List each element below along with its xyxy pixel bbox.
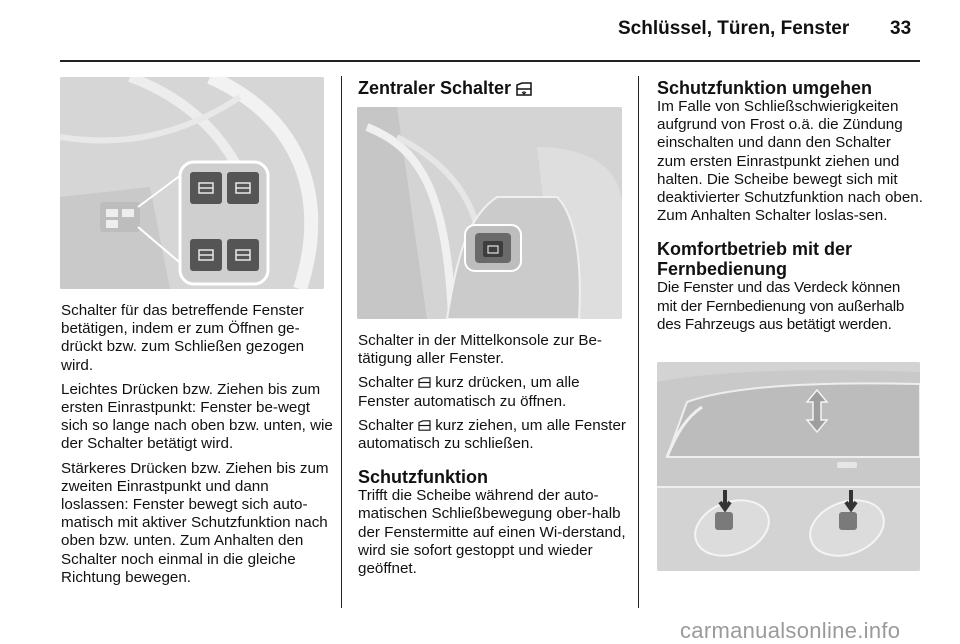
page-header-title: Schlüssel, Türen, Fenster <box>618 18 850 39</box>
paragraph-comfort-remote: Die Fenster und das Verdeck können mit der Fernbedienung von außerhalb des Fahrzeugs aus betätigt werden. <box>657 279 905 333</box>
header-divider <box>60 60 920 62</box>
window-switch-icon <box>418 420 431 431</box>
paragraph-open-all <box>358 374 630 410</box>
column-2-text <box>358 332 630 578</box>
paragraph-window-switch-usage: Schalter für das betreffende Fenster betätigen, indem er zum Öffnen ge-drückt bzw. zum Schließen gezogen wird. <box>61 302 305 374</box>
paragraph-first-detent: Leichtes Drücken bzw. Ziehen bis zum ersten Einrastpunkt: Fenster be-wegt sich so lange nach oben bzw. unten, wie der Schalter betätigt wird. <box>61 380 333 453</box>
open-all-prefix: Schalter <box>358 374 414 392</box>
door-switch-illustration <box>60 77 324 289</box>
window-switch-icon <box>418 377 431 388</box>
page-number: 33 <box>890 18 912 39</box>
close-all-prefix: Schalter <box>358 416 414 434</box>
watermark: carmanualsonline.info <box>680 618 901 643</box>
heading-bypass-protection: Schutzfunktion umgehen <box>657 78 872 98</box>
door-switch-figure <box>60 77 324 289</box>
column-1-text <box>61 302 337 587</box>
paragraph-console-switch: Schalter in der Mittelkonsole zur Be-tätigung aller Fenster. <box>358 332 602 368</box>
open-all-suffix: kurz drücken, um alle Fenster automatisch zu öffnen. <box>358 374 580 410</box>
remote-key-figure <box>657 362 920 571</box>
center-console-figure <box>357 107 622 319</box>
heading-central-switch-text: Zentraler Schalter <box>358 78 512 98</box>
window-switch-icon <box>516 82 532 96</box>
paragraph-protection-function: Trifft die Scheibe während der auto-matischen Schließbewegung ober-halb der Fenstermitte auf einen Wi-derstand, wird sie sofort gestoppt und wieder geöffnet. <box>358 487 626 578</box>
paragraph-close-all <box>358 417 630 453</box>
column-divider-2 <box>638 76 639 608</box>
remote-key-illustration <box>657 362 920 571</box>
close-all-suffix: kurz ziehen, um alle Fenster automatisch zu schließen. <box>358 416 626 453</box>
center-console-illustration <box>357 107 622 319</box>
paragraph-second-detent: Stärkeres Drücken bzw. Ziehen bis zum zweiten Einrastpunkt und dann loslassen: Fenster bewegt sich auto-matisch mit aktiver Schutzfunktion nach oben bzw. unten. Zum Anhalten den Schalter noch einmal in die gleiche Richtung bewegen. <box>61 459 329 586</box>
paragraph-bypass-protection: Im Falle von Schließschwierigkeiten aufgrund von Frost o.ä. die Zündung einschalten und dann den Schalter zum ersten Einrastpunkt ziehen und halten. Die Scheibe bewegt sich mit deaktivierter Schutzfunktion nach oben. Zum Anhalten Schalter loslas-sen. <box>657 98 923 225</box>
heading-protection-function: Schutzfunktion <box>358 467 488 488</box>
heading-comfort-remote: Komfortbetrieb mit der Fernbedienung <box>657 239 853 280</box>
heading-central-switch <box>358 78 628 98</box>
column-3-text <box>657 78 923 334</box>
column-divider-1 <box>341 76 342 608</box>
